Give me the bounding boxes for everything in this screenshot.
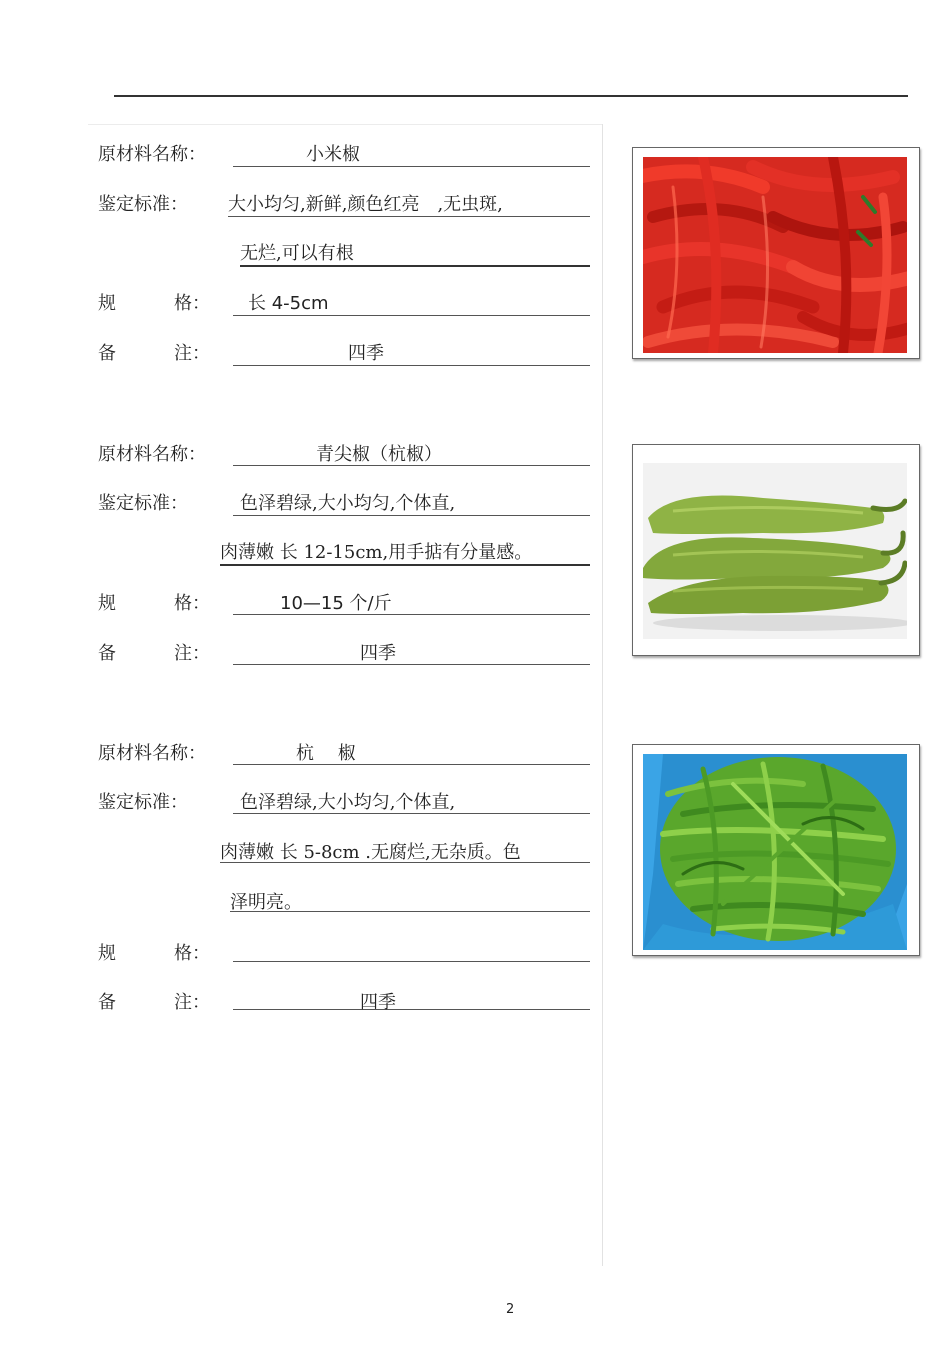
note-label-a: 备 <box>98 643 116 664</box>
note-label-b: 注： <box>174 643 210 664</box>
underline <box>233 961 590 962</box>
spec-label <box>98 592 210 616</box>
photo-frame <box>632 744 920 956</box>
spec-label-b: 格： <box>174 293 210 314</box>
underline <box>233 1009 590 1010</box>
material-name-label: 原材料名称： <box>98 144 206 165</box>
note-value: 四季 <box>348 343 384 364</box>
material-name-value: 杭 椒 <box>296 743 356 764</box>
note-label-a: 备 <box>98 343 116 364</box>
note-label <box>98 991 210 1015</box>
underline <box>233 764 590 765</box>
standard-value-line2: 肉薄嫩 长 5-8cm .无腐烂,无杂质。色 <box>220 842 521 863</box>
hang-pepper-photo <box>643 754 907 950</box>
standard-label: 鉴定标准： <box>98 792 188 813</box>
note-label-a: 备 <box>98 992 116 1013</box>
standard-label: 鉴定标准： <box>98 493 188 514</box>
standard-value-line1: 色泽碧绿,大小均匀,个体直, <box>240 792 456 813</box>
note-label <box>98 642 210 666</box>
spec-label-a: 规 <box>98 293 116 314</box>
photo-frame <box>632 444 920 656</box>
header-rule <box>114 95 908 97</box>
note-value: 四季 <box>360 992 396 1013</box>
standard-label: 鉴定标准： <box>98 194 188 215</box>
note-label-b: 注： <box>174 343 210 364</box>
material-name-value: 青尖椒（杭椒） <box>316 444 442 465</box>
spec-value: 长 4-5cm <box>248 293 329 314</box>
spec-label-a: 规 <box>98 943 116 964</box>
spec-value: 10—15 个/斤 <box>280 593 392 614</box>
spec-label <box>98 292 210 316</box>
spec-label <box>98 942 210 966</box>
underline <box>233 166 590 167</box>
spec-label-b: 格： <box>174 593 210 614</box>
underline <box>233 664 590 665</box>
note-label-b: 注： <box>174 992 210 1013</box>
note-label <box>98 342 210 366</box>
spec-label-a: 规 <box>98 593 116 614</box>
standard-value-line1: 大小均匀,新鲜,颜色红亮 ,无虫斑, <box>228 194 503 215</box>
material-name-label: 原材料名称： <box>98 444 206 465</box>
standard-value-line3: 泽明亮。 <box>230 892 302 913</box>
standard-value-line2: 无烂,可以有根 <box>240 243 354 264</box>
green-pepper-photo <box>643 463 907 639</box>
material-name-value: 小米椒 <box>306 144 360 165</box>
underline <box>233 365 590 366</box>
standard-value-line2: 肉薄嫩 长 12-15cm,用手掂有分量感。 <box>220 542 533 563</box>
table-top-border <box>88 124 602 125</box>
column-divider <box>602 124 603 1266</box>
material-name-label: 原材料名称： <box>98 743 206 764</box>
page-number: 2 <box>506 1302 515 1317</box>
spec-label-b: 格： <box>174 943 210 964</box>
red-chili-photo <box>643 157 907 353</box>
photo-frame <box>632 147 920 359</box>
standard-value-line1: 色泽碧绿,大小均匀,个体直, <box>240 493 456 514</box>
note-value: 四季 <box>360 643 396 664</box>
